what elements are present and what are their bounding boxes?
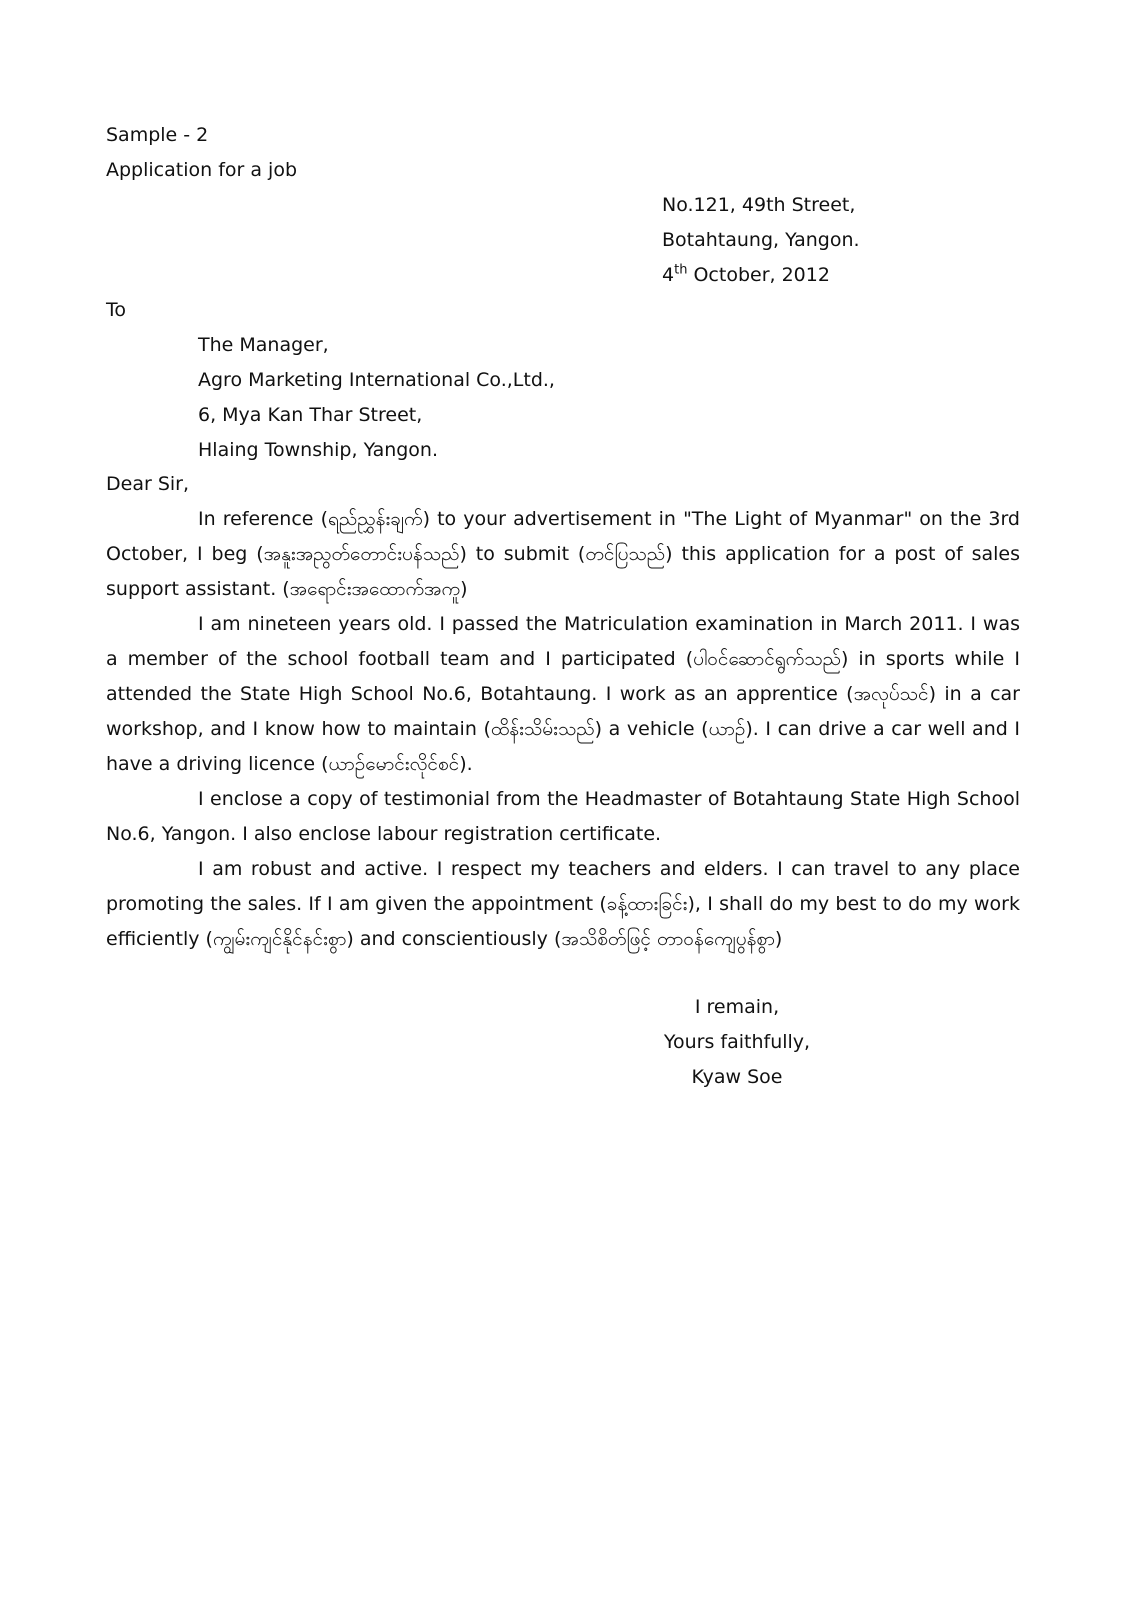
date-suffix: th — [674, 262, 688, 278]
closing-line1: I remain, — [694, 996, 780, 1018]
to-label — [106, 293, 126, 328]
signature-name: Kyaw Soe — [691, 1066, 783, 1088]
salutation-text: Dear Sir, — [106, 473, 190, 495]
recipient-line1: The Manager, — [198, 334, 329, 356]
letter-heading — [106, 118, 297, 188]
body-paragraph: In reference (ရည်ညွှန်းချက်) to your advertisement in "The Light of Myanmar" on the 3rd October, I beg (အနူးအညွတ်တောင်းပန်သည်) to submit (တင်ပြသည်) this application for a post of sales support assistant. (အရောင်းအထောက်အကူ) — [106, 508, 1020, 600]
body-paragraph: I enclose a copy of testimonial from the Headmaster of Botahtaung State High School No.6, Yangon. I also enclose labour registration certificate. — [106, 788, 1020, 845]
body-paragraph: I am nineteen years old. I passed the Matriculation examination in March 2011. I was a member of the school football team and I participated (ပါဝင်ဆောင်ရွက်သည်) in sports while I attended the State High School No.6, Botahtaung. I work as an apprentice (အလုပ်သင်) in a car workshop, and I know how to maintain (ထိန်းသိမ်းသည်) a vehicle (ယာဉ်). I can drive a car well and I have a driving licence (ယာဉ်မောင်းလိုင်စင်). — [106, 613, 1020, 775]
sample-label: Sample - 2 — [106, 124, 209, 146]
sender-address-line2: Botahtaung, Yangon. — [662, 229, 860, 251]
letter-closing — [662, 990, 812, 1095]
body-paragraph: I am robust and active. I respect my teachers and elders. I can travel to any place promoting the sales. If I am given the appointment (ခန့်ထားခြင်း), I shall do my best to do my work efficiently (ကျွမ်းကျင်နိုင်နင်းစွာ) and conscientiously (အသိစိတ်ဖြင့် တာဝန်ကျေပွန်စွာ) — [106, 858, 1020, 950]
recipient-address — [198, 328, 555, 468]
letter-subject: Application for a job — [106, 159, 298, 181]
closing-line2: Yours faithfully, — [663, 1031, 811, 1053]
date-month-year: October, 2012 — [687, 264, 830, 286]
recipient-line4: Hlaing Township, Yangon. — [198, 439, 439, 461]
letter-body — [106, 502, 1020, 957]
letter-date — [662, 258, 860, 293]
date-day: 4 — [662, 264, 675, 286]
sender-address — [662, 188, 860, 293]
recipient-line2: Agro Marketing International Co.,Ltd., — [198, 369, 555, 391]
salutation — [106, 467, 189, 502]
sender-address-line1: No.121, 49th Street, — [662, 194, 856, 216]
to-label-text: To — [106, 299, 127, 321]
recipient-line3: 6, Mya Kan Thar Street, — [198, 404, 423, 426]
